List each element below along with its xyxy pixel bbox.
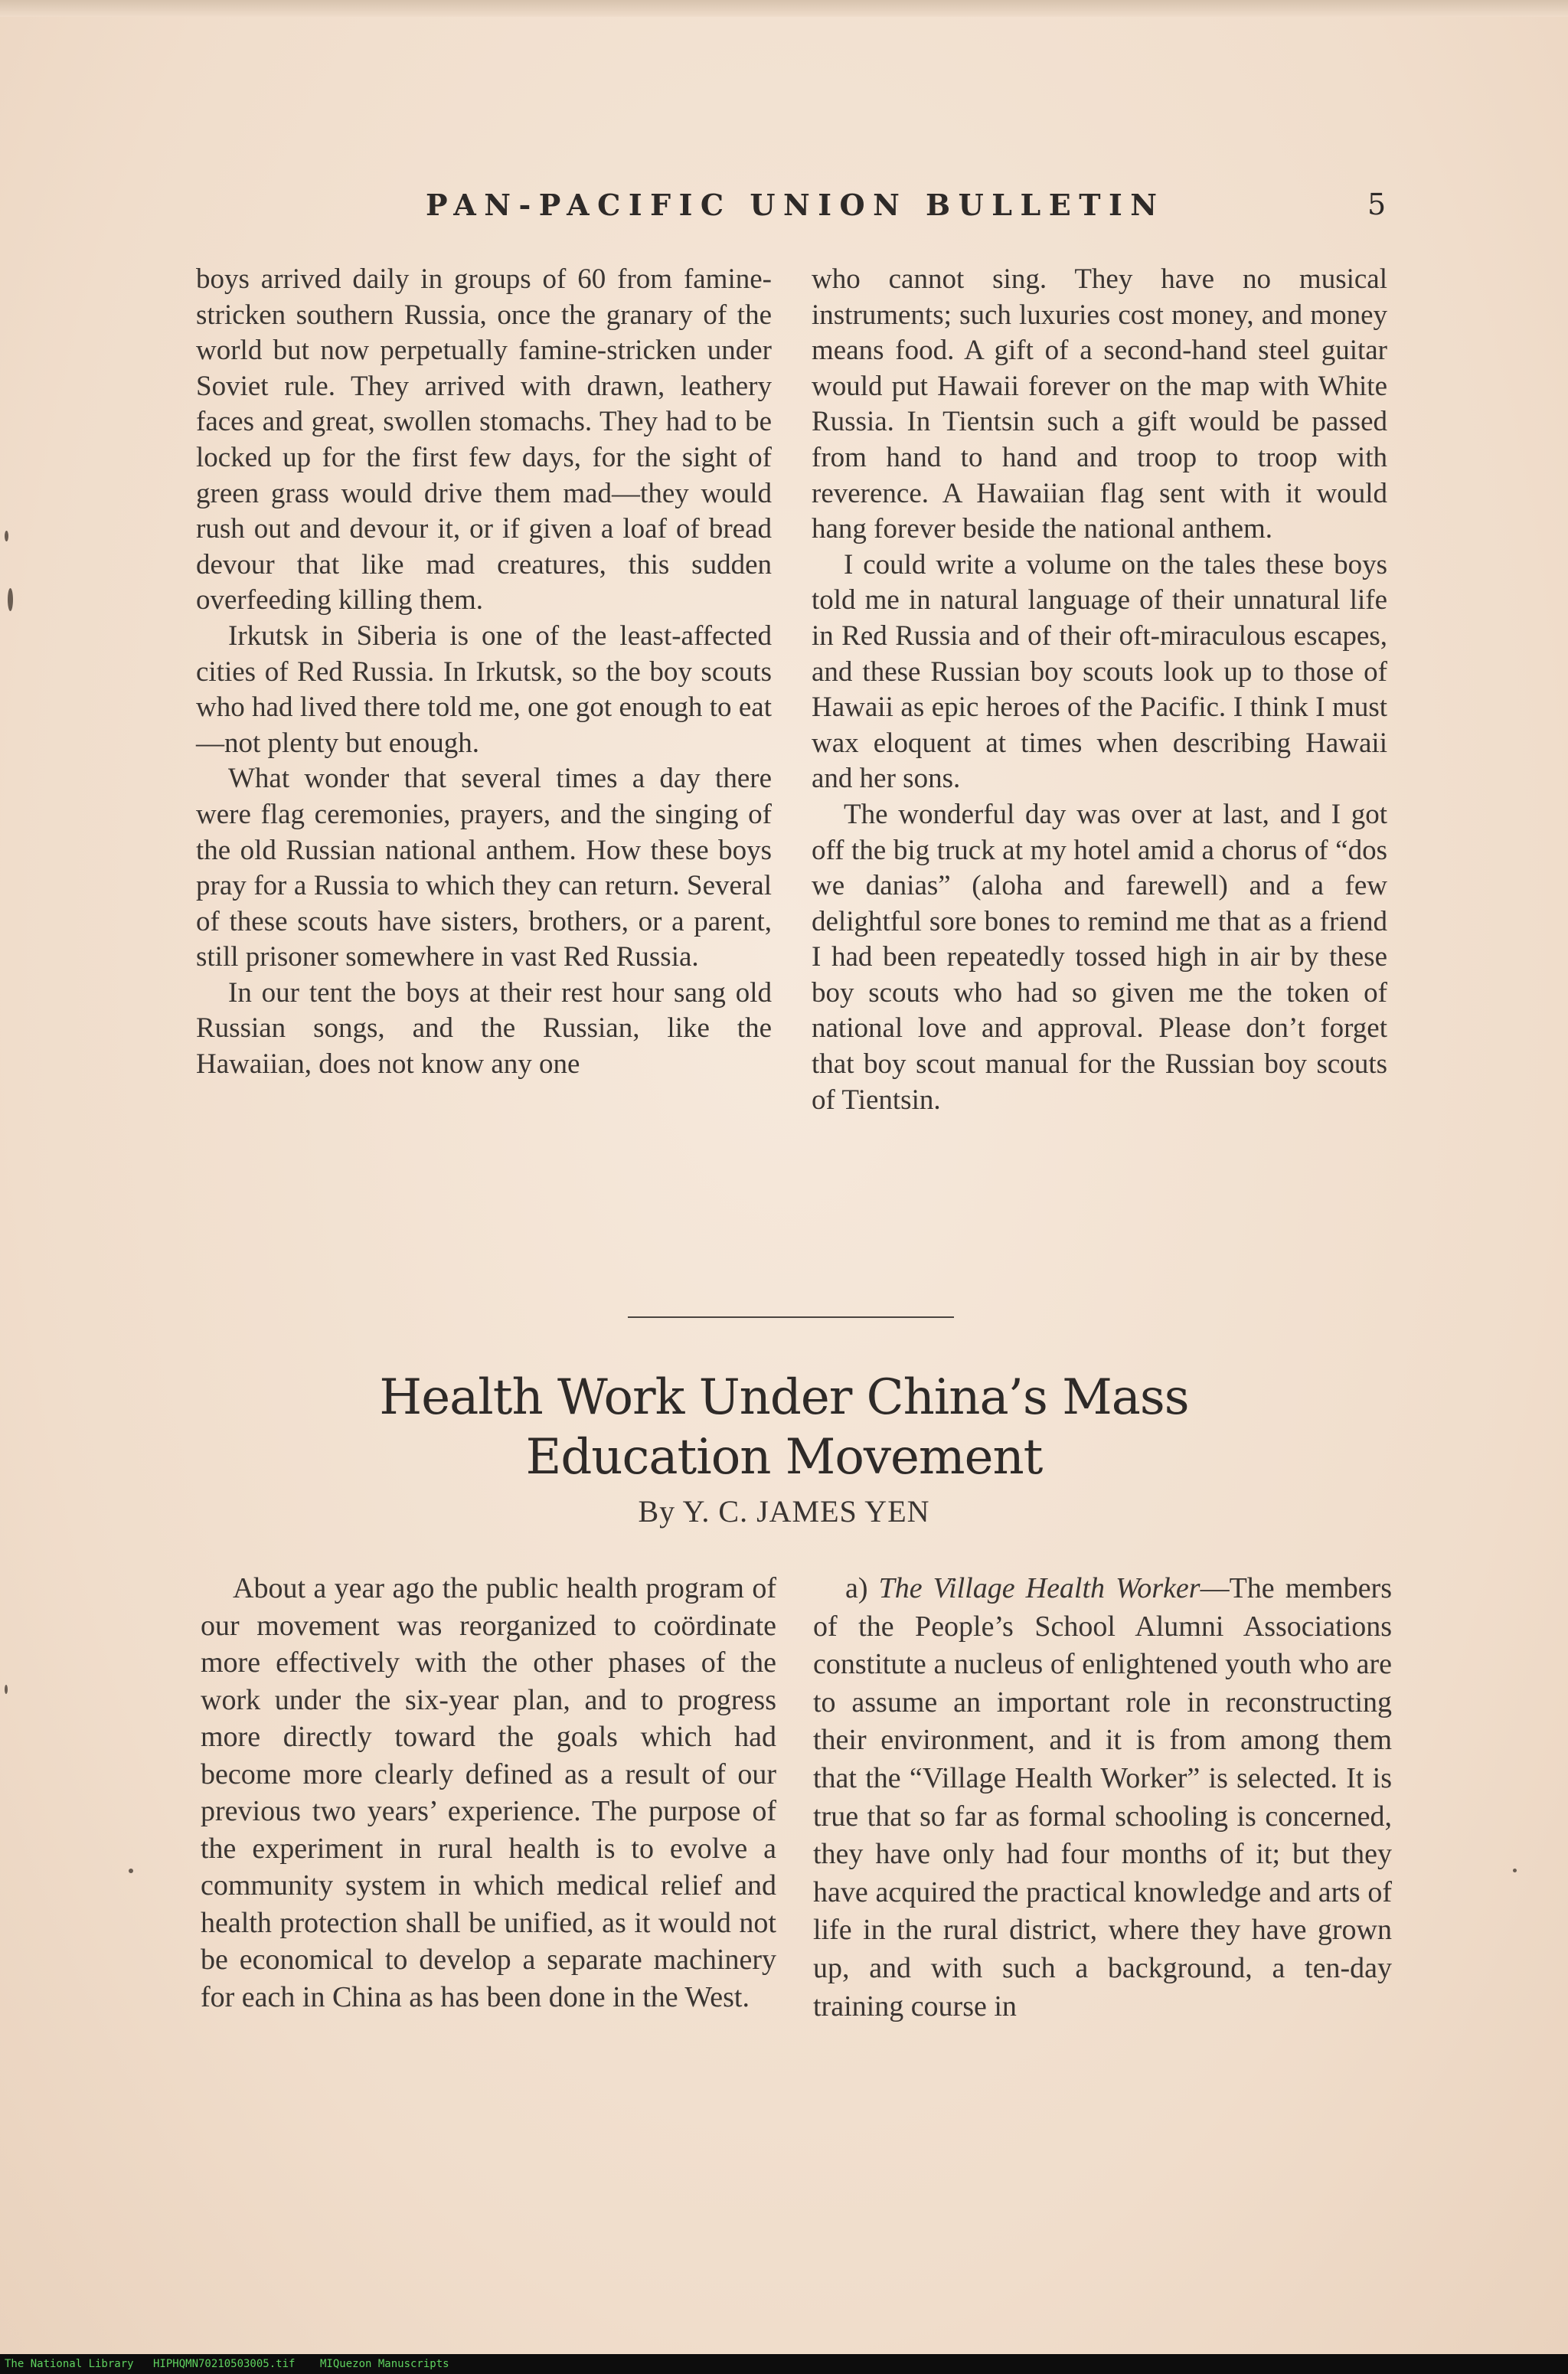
section-heading: The Village Health Worker xyxy=(878,1572,1200,1604)
footer-library: The National Library xyxy=(5,2358,134,2370)
title-line-2: Education Movement xyxy=(525,1429,1043,1486)
scan-footer xyxy=(0,2354,1568,2374)
article2-column-right xyxy=(813,1570,1392,2026)
section-divider xyxy=(628,1316,954,1318)
byline: By Y. C. JAMES YEN xyxy=(638,1494,930,1529)
paragraph: who cannot sing. They have no musical instruments; such luxuries cost money, and money means food. A gift of a second-hand steel guitar would put Hawaii forever on the map with White Russia. In Tientsin such a gift would be passed from hand to hand and troop to troop with reverence. A Hawaiian flag sent with it would hang forever beside the national anthem. xyxy=(812,263,1387,545)
article2-column-left xyxy=(201,1570,776,2016)
page-header xyxy=(0,188,1568,234)
article-title xyxy=(230,1368,1338,1487)
paragraph-text: —The members of the People’s School Alumni Associations constitute a nucleus of enlightened youth who are to assume an important role in reconstructing their environment, and it is from among them that the “Village Health Worker” is selected. It is true that so far as formal schooling is concerned, they have only had four months of it; but they have acquired the practical knowledge and arts of life in the rural district, where they have grown up, and with such a background, a ten-day training course in xyxy=(813,1572,1392,2022)
paper-speck xyxy=(1513,1869,1517,1872)
paragraph: boys arrived daily in groups of 60 from famine-stricken southern Russia, once the granary of the world but now perpetually famine-stricken under Soviet rule. They arrived with drawn, leathery faces and great, swollen stomachs. They had to be locked up for the first few days, for the sight of green grass would drive them mad—they would rush out and devour it, or if given a loaf of bread devour that like mad creatures, this sudden overfeeding killing them. xyxy=(196,263,772,616)
paragraph: The wonderful day was over at last, and I got off the big truck at my hotel amid a chorus of “dos we danias” (aloha and farewell) and a few delightful sore bones to remind me that as a friend I had been repeatedly tossed high in air by these boy scouts who had so given me the token of national love and approval. Please don’t forget that boy scout manual for the Russian boy scouts of Tientsin. xyxy=(812,798,1387,1116)
paragraph: Irkutsk in Siberia is one of the least-affected cities of Red Russia. In Irkutsk, so the boy scouts who had lived there told me, one got enough to eat—not plenty but enough. xyxy=(196,620,772,759)
running-head: PAN-PACIFIC UNION BULLETIN xyxy=(426,188,1165,222)
list-label: a) xyxy=(845,1572,868,1604)
footer-collection: MIQuezon Manuscripts xyxy=(320,2358,449,2370)
paper-speck xyxy=(5,531,8,541)
paragraph xyxy=(813,1570,1392,2026)
paragraph: What wonder that several times a day there were flag ceremonies, prayers, and the singing of the old Russian national anthem. How these boys pray for a Russia to which they can return. Several of these scouts have sisters, brothers, or a parent, still prisoner somewhere in vast Red Russia. xyxy=(196,763,772,973)
title-line-1: Health Work Under China’s Mass xyxy=(379,1369,1189,1426)
article1-column-right xyxy=(812,262,1387,1118)
paragraph: About a year ago the public health program of our movement was reorganized to coördinate more effectively with the other phases of the work under the six-year plan, and to progress more directly toward the goals which had become more clearly defined as a result of our previous two years’ experience. The purpose of the experiment in rural health is to evolve a community system in which medical relief and health protection shall be unified, as it would not be economical to develop a separate machinery for each in China as has been done in the West. xyxy=(201,1572,776,2013)
footer-file: HIPHQMN70210503005.tif xyxy=(153,2358,296,2370)
paper-speck xyxy=(129,1869,133,1873)
paragraph: I could write a volume on the tales these boys told me in natural language of their unnatural life in Red Russia and of their oft-miraculous escapes, and these Russian boy scouts look up to those of Hawaii as epic heroes of the Pacific. I think I must wax eloquent at times when describing Hawaii and her sons. xyxy=(812,548,1387,795)
paper-speck xyxy=(8,588,13,611)
page-number: 5 xyxy=(1367,188,1387,221)
paragraph: In our tent the boys at their rest hour sang old Russian songs, and the Russian, like the Hawaiian, does not know any one xyxy=(196,976,772,1081)
article1-column-left xyxy=(196,262,772,1083)
paper-speck xyxy=(5,1685,8,1694)
